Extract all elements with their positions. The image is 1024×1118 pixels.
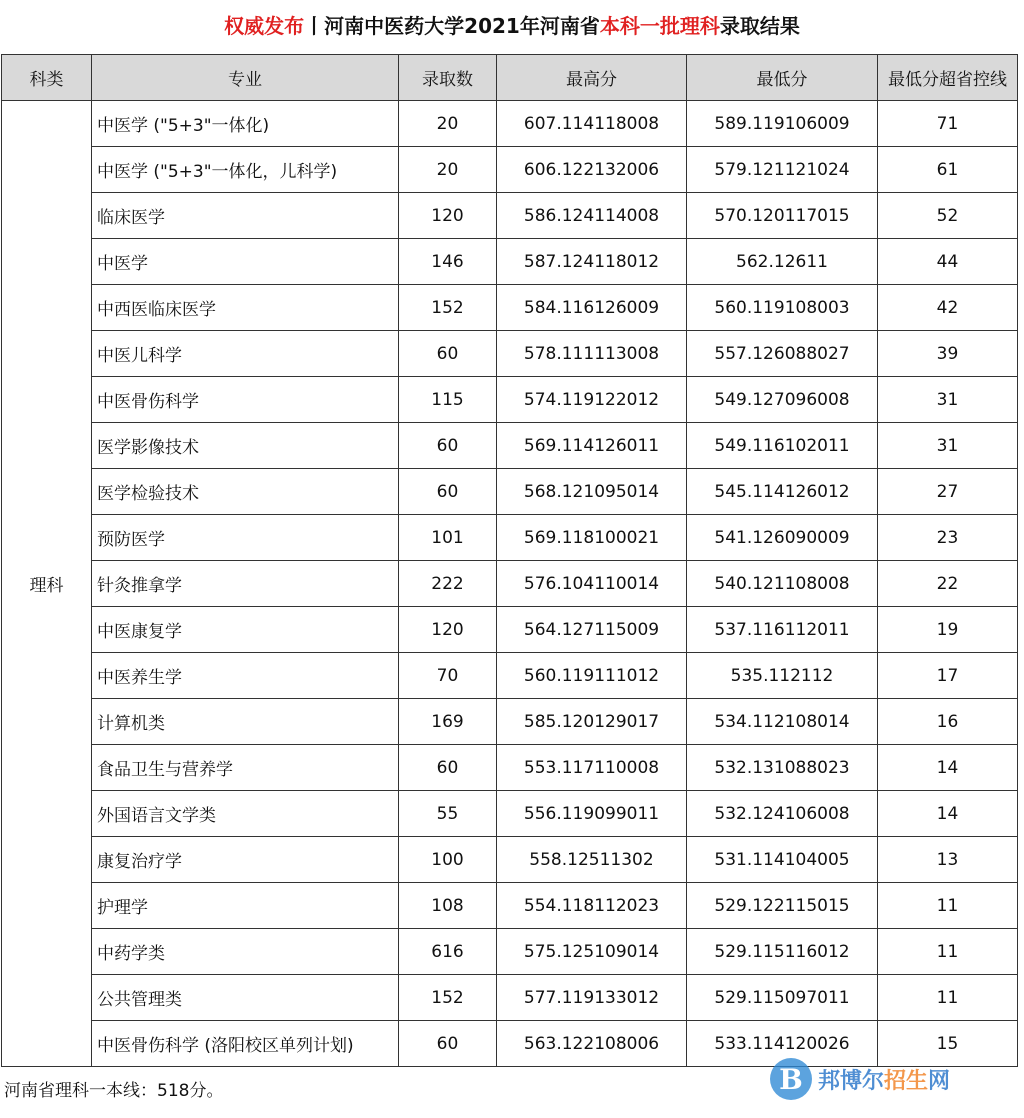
count-cell: 100 — [399, 837, 497, 883]
max-score-cell: 556.119099011 — [497, 791, 687, 837]
over-line-cell: 61 — [878, 147, 1018, 193]
control-line-footnote: 河南省理科一本线：518分。 — [4, 1081, 224, 1101]
over-line-cell: 27 — [878, 469, 1018, 515]
table-row — [2, 101, 1018, 147]
title-batch-label: 本科一批理科 — [599, 14, 720, 38]
watermark-brand-part3: 网 — [928, 1068, 951, 1094]
min-score-cell: 529.122115015 — [687, 883, 878, 929]
table-row — [2, 929, 1018, 975]
table-row — [2, 607, 1018, 653]
watermark-brand — [818, 1064, 950, 1095]
header-major: 专业 — [92, 55, 399, 101]
title-university-year: 河南中医药大学2021年河南省 — [324, 14, 600, 38]
count-cell: 146 — [399, 239, 497, 285]
count-cell: 152 — [399, 285, 497, 331]
max-score-cell: 568.121095014 — [497, 469, 687, 515]
title-result-label: 录取结果 — [719, 14, 800, 38]
table-row — [2, 239, 1018, 285]
major-cell: 外国语言文学类 — [92, 791, 399, 837]
table-row — [2, 331, 1018, 377]
count-cell: 101 — [399, 515, 497, 561]
over-line-cell: 52 — [878, 193, 1018, 239]
major-cell: 公共管理类 — [92, 975, 399, 1021]
max-score-cell: 554.118112023 — [497, 883, 687, 929]
table-row — [2, 975, 1018, 1021]
title-separator: 丨 — [304, 14, 325, 38]
major-cell: 中医骨伤科学 (洛阳校区单列计划) — [92, 1021, 399, 1067]
major-cell: 中药学类 — [92, 929, 399, 975]
admission-results-table — [1, 54, 1018, 1067]
count-cell: 169 — [399, 699, 497, 745]
min-score-cell: 579.121121024 — [687, 147, 878, 193]
over-line-cell: 44 — [878, 239, 1018, 285]
major-cell: 计算机类 — [92, 699, 399, 745]
over-line-cell: 11 — [878, 929, 1018, 975]
min-score-cell: 532.124106008 — [687, 791, 878, 837]
min-score-cell: 560.119108003 — [687, 285, 878, 331]
over-line-cell: 22 — [878, 561, 1018, 607]
major-cell: 针灸推拿学 — [92, 561, 399, 607]
table-row — [2, 423, 1018, 469]
watermark-brand-part1: 邦博尔 — [818, 1068, 885, 1094]
major-cell: 中医康复学 — [92, 607, 399, 653]
max-score-cell: 558.12511302 — [497, 837, 687, 883]
table-row — [2, 699, 1018, 745]
count-cell: 60 — [399, 423, 497, 469]
count-cell: 20 — [399, 147, 497, 193]
title-authority-label: 权威发布 — [224, 14, 305, 38]
min-score-cell: 540.121108008 — [687, 561, 878, 607]
table-row — [2, 469, 1018, 515]
min-score-cell: 549.127096008 — [687, 377, 878, 423]
over-line-cell: 13 — [878, 837, 1018, 883]
major-cell: 医学检验技术 — [92, 469, 399, 515]
major-cell: 中医骨伤科学 — [92, 377, 399, 423]
watermark-brand-part2: 招生 — [884, 1068, 929, 1094]
header-over-control-line: 最低分超省控线 — [878, 55, 1018, 101]
table-row — [2, 515, 1018, 561]
max-score-cell: 569.114126011 — [497, 423, 687, 469]
over-line-cell: 42 — [878, 285, 1018, 331]
max-score-cell: 606.122132006 — [497, 147, 687, 193]
header-category: 科类 — [2, 55, 92, 101]
max-score-cell: 560.119111012 — [497, 653, 687, 699]
count-cell: 20 — [399, 101, 497, 147]
over-line-cell: 31 — [878, 377, 1018, 423]
max-score-cell: 553.117110008 — [497, 745, 687, 791]
over-line-cell: 15 — [878, 1021, 1018, 1067]
major-cell: 中医学 ("5+3"一体化，儿科学) — [92, 147, 399, 193]
over-line-cell: 39 — [878, 331, 1018, 377]
table-row — [2, 561, 1018, 607]
count-cell: 152 — [399, 975, 497, 1021]
over-line-cell: 31 — [878, 423, 1018, 469]
count-cell: 616 — [399, 929, 497, 975]
max-score-cell: 586.124114008 — [497, 193, 687, 239]
min-score-cell: 533.114120026 — [687, 1021, 878, 1067]
major-cell: 食品卫生与营养学 — [92, 745, 399, 791]
count-cell: 120 — [399, 193, 497, 239]
table-row — [2, 193, 1018, 239]
table-row — [2, 837, 1018, 883]
count-cell: 70 — [399, 653, 497, 699]
over-line-cell: 19 — [878, 607, 1018, 653]
min-score-cell: 549.116102011 — [687, 423, 878, 469]
min-score-cell: 537.116112011 — [687, 607, 878, 653]
major-cell: 预防医学 — [92, 515, 399, 561]
major-cell: 医学影像技术 — [92, 423, 399, 469]
max-score-cell: 584.116126009 — [497, 285, 687, 331]
max-score-cell: 563.122108006 — [497, 1021, 687, 1067]
min-score-cell: 570.120117015 — [687, 193, 878, 239]
major-cell: 中医学 — [92, 239, 399, 285]
max-score-cell: 569.118100021 — [497, 515, 687, 561]
over-line-cell: 14 — [878, 791, 1018, 837]
min-score-cell: 541.126090009 — [687, 515, 878, 561]
max-score-cell: 574.119122012 — [497, 377, 687, 423]
min-score-cell: 562.12611 — [687, 239, 878, 285]
count-cell: 60 — [399, 331, 497, 377]
major-cell: 中医学 ("5+3"一体化) — [92, 101, 399, 147]
over-line-cell: 23 — [878, 515, 1018, 561]
table-header-row — [2, 55, 1018, 101]
watermark-logo-icon: B — [770, 1058, 812, 1100]
over-line-cell: 11 — [878, 975, 1018, 1021]
table-row — [2, 147, 1018, 193]
over-line-cell: 17 — [878, 653, 1018, 699]
page-title — [0, 10, 1024, 42]
min-score-cell: 589.119106009 — [687, 101, 878, 147]
count-cell: 115 — [399, 377, 497, 423]
category-cell: 理科 — [2, 101, 92, 1067]
table-row — [2, 653, 1018, 699]
min-score-cell: 545.114126012 — [687, 469, 878, 515]
major-cell: 康复治疗学 — [92, 837, 399, 883]
major-cell: 中西医临床医学 — [92, 285, 399, 331]
table-row — [2, 791, 1018, 837]
table-row — [2, 285, 1018, 331]
over-line-cell: 11 — [878, 883, 1018, 929]
max-score-cell: 577.119133012 — [497, 975, 687, 1021]
max-score-cell: 575.125109014 — [497, 929, 687, 975]
count-cell: 60 — [399, 469, 497, 515]
count-cell: 222 — [399, 561, 497, 607]
max-score-cell: 585.120129017 — [497, 699, 687, 745]
header-max-score: 最高分 — [497, 55, 687, 101]
min-score-cell: 529.115116012 — [687, 929, 878, 975]
count-cell: 60 — [399, 745, 497, 791]
min-score-cell: 535.112112 — [687, 653, 878, 699]
min-score-cell: 531.114104005 — [687, 837, 878, 883]
major-cell: 中医儿科学 — [92, 331, 399, 377]
max-score-cell: 578.111113008 — [497, 331, 687, 377]
site-watermark — [770, 1056, 1020, 1102]
min-score-cell: 534.112108014 — [687, 699, 878, 745]
header-min-score: 最低分 — [687, 55, 878, 101]
max-score-cell: 607.114118008 — [497, 101, 687, 147]
major-cell: 临床医学 — [92, 193, 399, 239]
count-cell: 60 — [399, 1021, 497, 1067]
count-cell: 120 — [399, 607, 497, 653]
count-cell: 108 — [399, 883, 497, 929]
count-cell: 55 — [399, 791, 497, 837]
table-row — [2, 883, 1018, 929]
table-row — [2, 377, 1018, 423]
max-score-cell: 564.127115009 — [497, 607, 687, 653]
over-line-cell: 16 — [878, 699, 1018, 745]
major-cell: 中医养生学 — [92, 653, 399, 699]
max-score-cell: 576.104110014 — [497, 561, 687, 607]
header-admitted-count: 录取数 — [399, 55, 497, 101]
over-line-cell: 14 — [878, 745, 1018, 791]
max-score-cell: 587.124118012 — [497, 239, 687, 285]
min-score-cell: 529.115097011 — [687, 975, 878, 1021]
min-score-cell: 532.131088023 — [687, 745, 878, 791]
table-row — [2, 745, 1018, 791]
min-score-cell: 557.126088027 — [687, 331, 878, 377]
major-cell: 护理学 — [92, 883, 399, 929]
over-line-cell: 71 — [878, 101, 1018, 147]
